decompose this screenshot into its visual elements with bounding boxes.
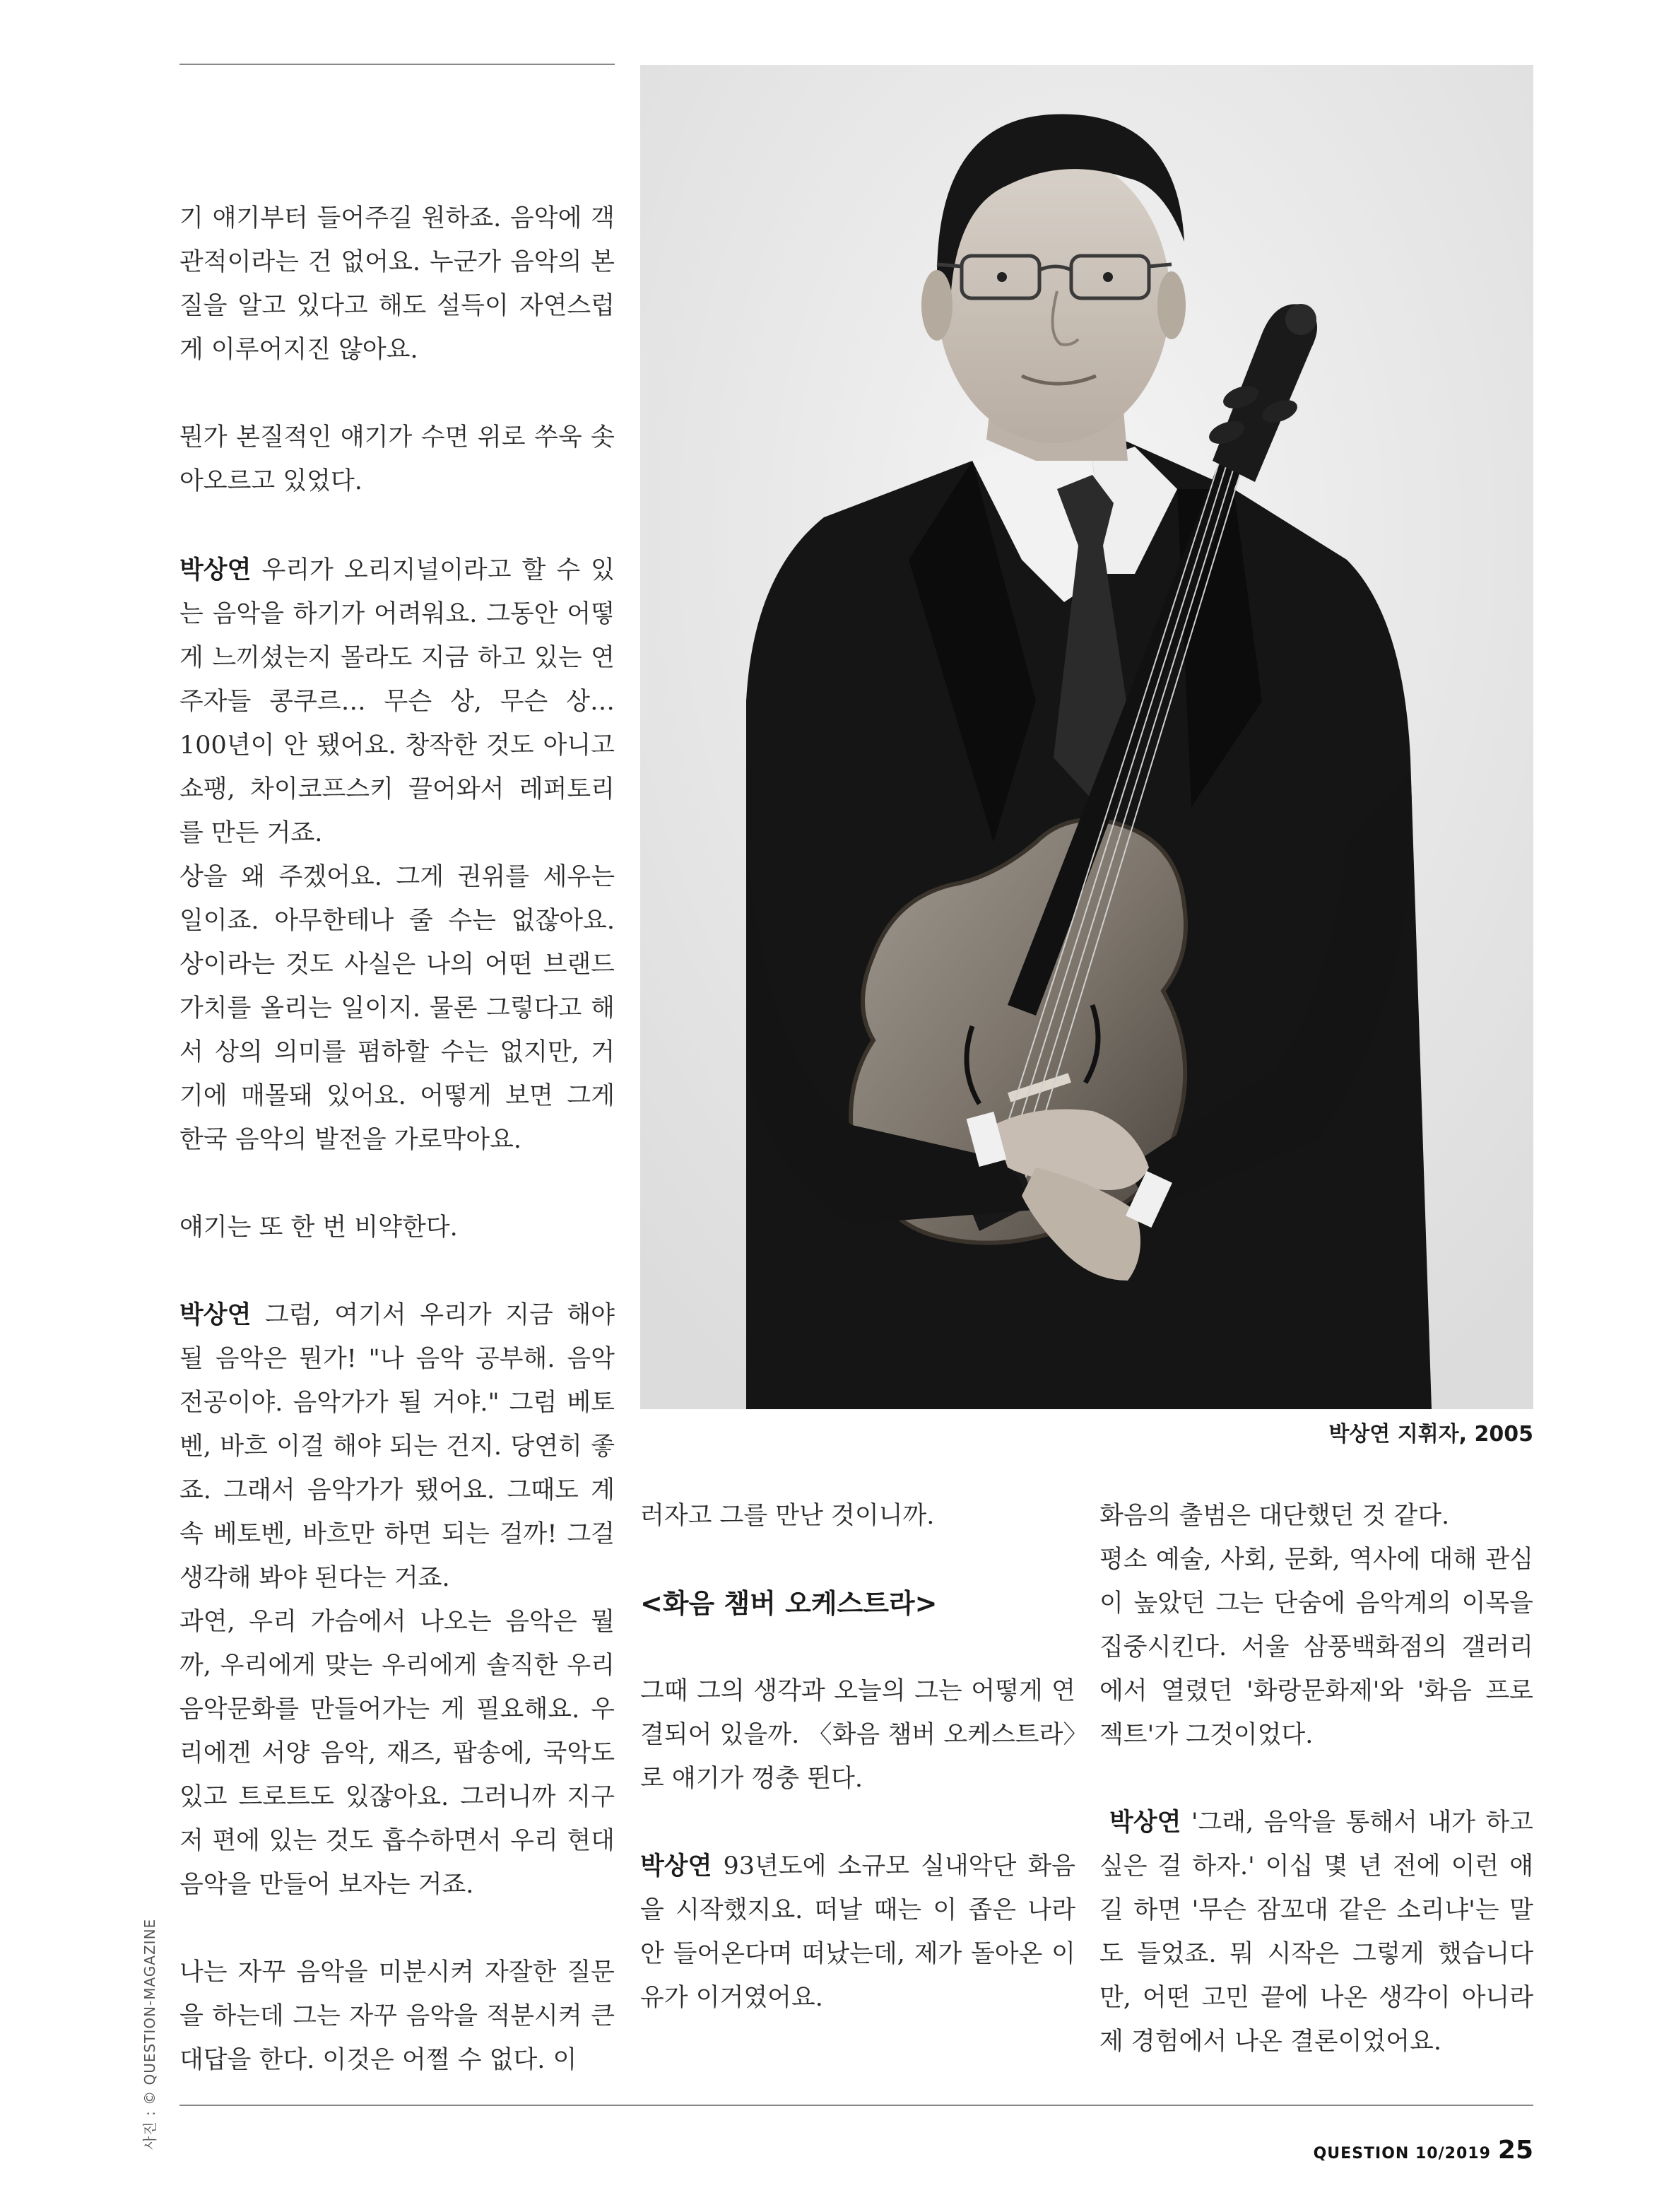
col1-answer-2-continued: 과연, 우리 가슴에서 나오는 음악은 뭘까, 우리에게 맞는 우리에게 솔직한 우리 음악문화를 만들어가는 게 필요해요. 우리에겐 서양 음악, 재즈, 팝송에, 국악도 있고 트로트도 있잖아요. 그러니까 지구 저 편에 있는 것도 흡수하면서 우리 현대음악을 만들어 보자는 거죠. (179, 1608, 615, 1899)
col2-interview-answer (640, 1845, 1075, 2020)
col1-interview-answer-1 (179, 548, 615, 855)
col1-paragraph-4: 나는 자꾸 음악을 미분시켜 자잘한 질문을 하는데 그는 자꾸 음악을 적분시켜 큰 대답을 한다. 이것은 어쩔 수 없다. 이 (179, 1958, 615, 2074)
top-rule (179, 64, 615, 65)
section-heading: <화음 챔버 오케스트라> (640, 1588, 938, 1619)
col3-paragraph-1: 화음의 출범은 대단했던 것 같다. (1099, 1502, 1450, 1530)
photo-caption: 박상연 지휘자, 2005 (1328, 1422, 1533, 1447)
col3-interview-answer (1099, 1801, 1533, 2064)
speaker-name: 박상연 (640, 1852, 712, 1881)
col1-paragraph-2: 뭔가 본질적인 얘기가 수면 위로 쑤욱 솟아오르고 있었다. (179, 423, 615, 495)
magazine-issue: QUESTION 10/2019 (1313, 2145, 1491, 2163)
answer-text: '그래, 음악을 통해서 내가 하고 싶은 걸 하자.' 이십 몇 년 전에 이런 얘길 하면 '무슨 잠꼬대 같은 소리냐'는 말도 들었죠. 뭐 시작은 그렇게 했습니다만, 어떤 고민 끝에 나온 생각이 아니라 제 경험에서 나온 결론이었어요. (1099, 1808, 1533, 2056)
col2-paragraph-2: 그때 그의 생각과 오늘의 그는 어떻게 연결되어 있을까. 〈화음 챔버 오케스트라〉로 얘기가 껑충 뛴다. (640, 1677, 1075, 1793)
speaker-name: 박상연 (179, 556, 252, 584)
col1-answer-1-continued: 상을 왜 주겠어요. 그게 권위를 세우는 일이죠. 아무한테나 줄 수는 없잖아요. 상이라는 것도 사실은 나의 어떤 브랜드 가치를 올리는 일이지. 물론 그렇다고 해서 상의 의미를 폄하할 수는 없지만, 거기에 매몰돼 있어요. 어떻게 보면 그게 한국 음악의 발전을 가로막아요. (179, 863, 615, 1154)
answer-text: 93년도에 소규모 실내악단 화음을 시작했지요. 떠날 때는 이 좁은 나라 안 들어온다며 떠났는데, 제가 돌아온 이유가 이거였어요. (640, 1852, 1075, 2012)
answer-text: 우리가 오리지널이라고 할 수 있는 음악을 하기가 어려워요. 그동안 어떻게 느끼셨는지 몰라도 지금 하고 있는 연주자들 콩쿠르… 무슨 상, 무슨 상… 100년이 안 됐어요. 창작한 것도 아니고 쇼팽, 차이코프스키 끌어와서 레퍼토리를 만든 거죠. (179, 556, 615, 847)
page-folio (1314, 2136, 1533, 2165)
speaker-name: 박상연 (1109, 1808, 1181, 1837)
photo-credit: 사진 : © QUESTION-MAGAZINE (141, 1918, 158, 2150)
col1-paragraph-1: 기 얘기부터 들어주길 원하죠. 음악에 객관적이라는 건 없어요. 누군가 음악의 본질을 알고 있다고 해도 설득이 자연스럽게 이루어지진 않아요. (179, 204, 615, 364)
bottom-rule (179, 2105, 1533, 2106)
page-number: 25 (1497, 2136, 1533, 2165)
column-2 (640, 1494, 1075, 2020)
col3-paragraph-2: 평소 예술, 사회, 문화, 역사에 대해 관심이 높았던 그는 단숨에 음악계의 이목을 집중시킨다. 서울 삼풍백화점의 갤러리에서 열렸던 '화랑문화제'와 '화음 프로젝트'가 그것이었다. (1099, 1546, 1533, 1749)
col1-paragraph-3: 얘기는 또 한 번 비약한다. (179, 1213, 458, 1242)
answer-text: 그럼, 여기서 우리가 지금 해야 될 음악은 뭔가! "나 음악 공부해. 음악 전공이야. 음악가가 될 거야." 그럼 베토벤, 바흐 이걸 해야 되는 건지. 당연히 좋죠. 그래서 음악가가 됐어요. 그때도 계속 베토벤, 바흐만 하면 되는 걸까! 그걸 생각해 봐야 된다는 거죠. (179, 1301, 615, 1592)
speaker-name: 박상연 (179, 1301, 252, 1329)
column-1 (179, 196, 615, 2082)
col1-interview-answer-2 (179, 1293, 615, 1600)
col2-paragraph-1: 러자고 그를 만난 것이니까. (640, 1502, 935, 1530)
column-3 (1099, 1494, 1533, 2064)
conductor-portrait-photo (640, 65, 1533, 1409)
